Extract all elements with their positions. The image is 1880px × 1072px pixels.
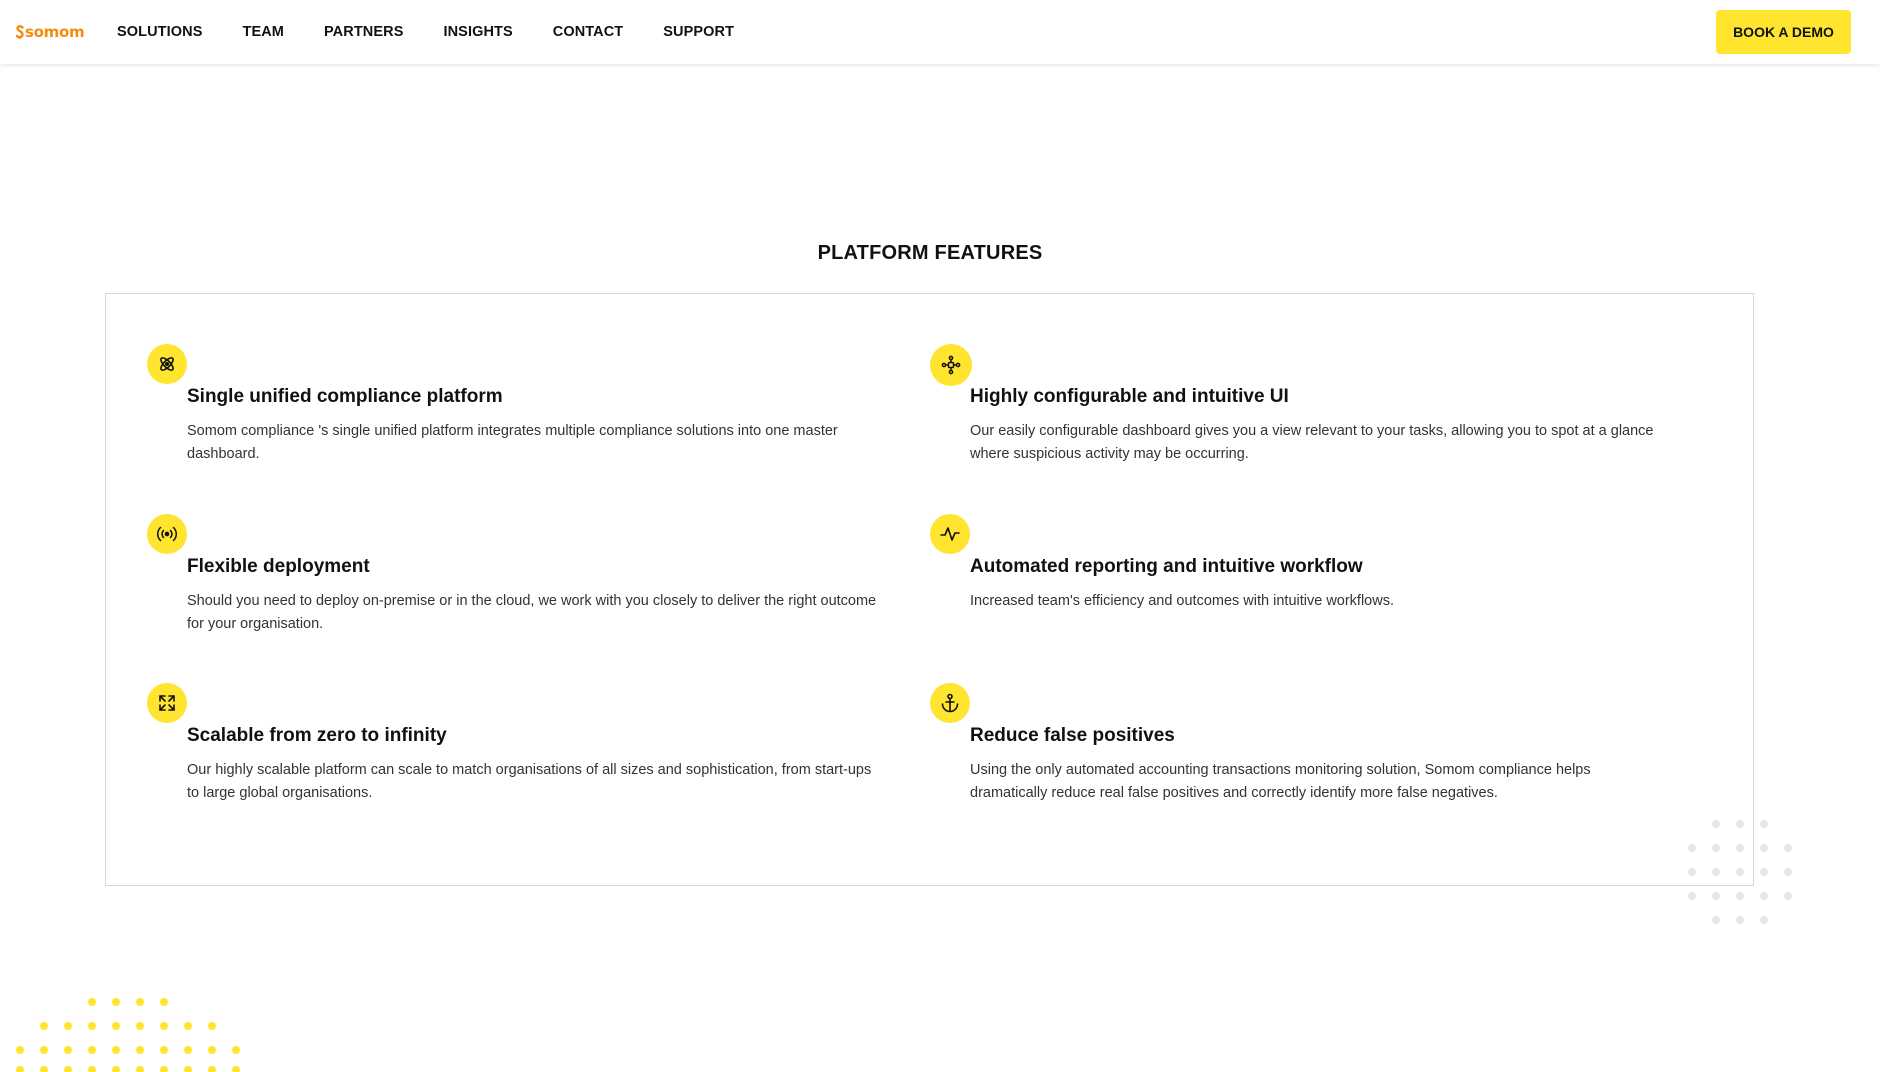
book-demo-button[interactable]: BOOK A DEMO xyxy=(1716,10,1851,54)
decorative-dot xyxy=(1736,820,1744,828)
decorative-dot xyxy=(1712,868,1720,876)
decorative-dot xyxy=(136,998,144,1006)
decorative-dot xyxy=(160,1066,168,1072)
decorative-dot xyxy=(88,1046,96,1054)
nav-support[interactable]: SUPPORT xyxy=(663,24,735,40)
decorative-dot xyxy=(64,1066,72,1072)
broadcast-icon xyxy=(147,514,187,554)
feature-description: Our easily configurable dashboard gives you a view relevant to your tasks, allowing you to spot at a glance where suspicious activity may be occurring. xyxy=(970,423,1654,462)
feature-title: Reduce false positives xyxy=(970,725,1175,746)
brand-name: somom xyxy=(25,23,85,41)
decorative-dot xyxy=(64,1046,72,1054)
network-icon xyxy=(930,344,972,386)
decorative-dot xyxy=(112,1022,120,1030)
decorative-dot xyxy=(1688,892,1696,900)
decorative-dot xyxy=(1688,844,1696,852)
decorative-dot xyxy=(1760,892,1768,900)
decorative-dot xyxy=(1760,916,1768,924)
nav-partners[interactable]: PARTNERS xyxy=(323,24,404,40)
decorative-dot xyxy=(112,1066,120,1072)
feature-description: Increased team's efficiency and outcomes with intuitive workflows. xyxy=(970,593,1394,609)
decorative-dot xyxy=(1784,844,1792,852)
nav-solutions[interactable]: SOLUTIONS xyxy=(117,24,203,40)
feature-description: Somom compliance 's single unified platform integrates multiple compliance solutions into one master dashboard. xyxy=(187,423,838,462)
decorative-dot xyxy=(16,1046,24,1054)
atom-icon xyxy=(147,344,187,384)
anchor-icon xyxy=(930,683,970,723)
decorative-dot xyxy=(160,1046,168,1054)
decorative-dot xyxy=(136,1046,144,1054)
decorative-dot xyxy=(1736,892,1744,900)
decorative-dot xyxy=(1760,868,1768,876)
decorative-dot xyxy=(88,1066,96,1072)
logo-mark-icon xyxy=(16,24,24,40)
decorative-dot xyxy=(1712,844,1720,852)
feature-title: Automated reporting and intuitive workflow xyxy=(970,556,1363,577)
decorative-dot xyxy=(16,1066,24,1072)
decorative-dot xyxy=(1784,868,1792,876)
decorative-dot xyxy=(88,1022,96,1030)
decorative-dot xyxy=(88,998,96,1006)
decorative-dot xyxy=(1784,892,1792,900)
decorative-dot xyxy=(1712,892,1720,900)
decorative-dot xyxy=(160,1022,168,1030)
decorative-dot xyxy=(208,1066,216,1072)
decorative-dot xyxy=(232,1046,240,1054)
feature-title: Single unified compliance platform xyxy=(187,386,503,407)
features-panel xyxy=(105,293,1754,886)
decorative-dot xyxy=(208,1022,216,1030)
decorative-dot xyxy=(1760,820,1768,828)
decorative-dot xyxy=(136,1022,144,1030)
decorative-dot xyxy=(1688,868,1696,876)
nav-insights[interactable]: INSIGHTS xyxy=(443,24,513,40)
decorative-dot xyxy=(232,1066,240,1072)
feature-description: Should you need to deploy on-premise or in the cloud, we work with you closely to deliver the right outcome for your organisation. xyxy=(187,593,877,632)
decorative-dot xyxy=(40,1022,48,1030)
decorative-dot xyxy=(208,1046,216,1054)
decorative-dot xyxy=(1736,844,1744,852)
decorative-dot xyxy=(64,1022,72,1030)
expand-icon xyxy=(147,683,187,723)
feature-title: Highly configurable and intuitive UI xyxy=(970,386,1289,407)
feature-description: Our highly scalable platform can scale to match organisations of all sizes and sophistication, from start-ups to large global organisations. xyxy=(187,762,872,801)
decorative-dot xyxy=(1712,820,1720,828)
feature-description: Using the only automated accounting transactions monitoring solution, Somom compliance helps dramatically reduce real false positives and correctly identify more false negatives. xyxy=(970,762,1591,801)
feature-title: Scalable from zero to infinity xyxy=(187,725,447,746)
decorative-dot xyxy=(40,1046,48,1054)
nav-team[interactable]: TEAM xyxy=(242,24,284,40)
decorative-dot xyxy=(1736,868,1744,876)
decorative-dot xyxy=(112,998,120,1006)
decorative-dot xyxy=(184,1022,192,1030)
decorative-dot xyxy=(136,1066,144,1072)
decorative-dot xyxy=(1736,916,1744,924)
decorative-dot xyxy=(40,1066,48,1072)
main-nav xyxy=(117,0,774,64)
decorative-dot xyxy=(184,1046,192,1054)
decorative-dot xyxy=(1712,916,1720,924)
decorative-dot xyxy=(160,998,168,1006)
decorative-dot xyxy=(112,1046,120,1054)
activity-icon xyxy=(930,514,970,554)
nav-contact[interactable]: CONTACT xyxy=(552,24,624,40)
decorative-dot xyxy=(184,1066,192,1072)
brand-logo[interactable] xyxy=(16,20,84,44)
feature-title: Flexible deployment xyxy=(187,556,370,577)
section-title: PLATFORM FEATURES xyxy=(817,242,1043,264)
site-header xyxy=(0,0,1880,64)
decorative-dot xyxy=(1760,844,1768,852)
